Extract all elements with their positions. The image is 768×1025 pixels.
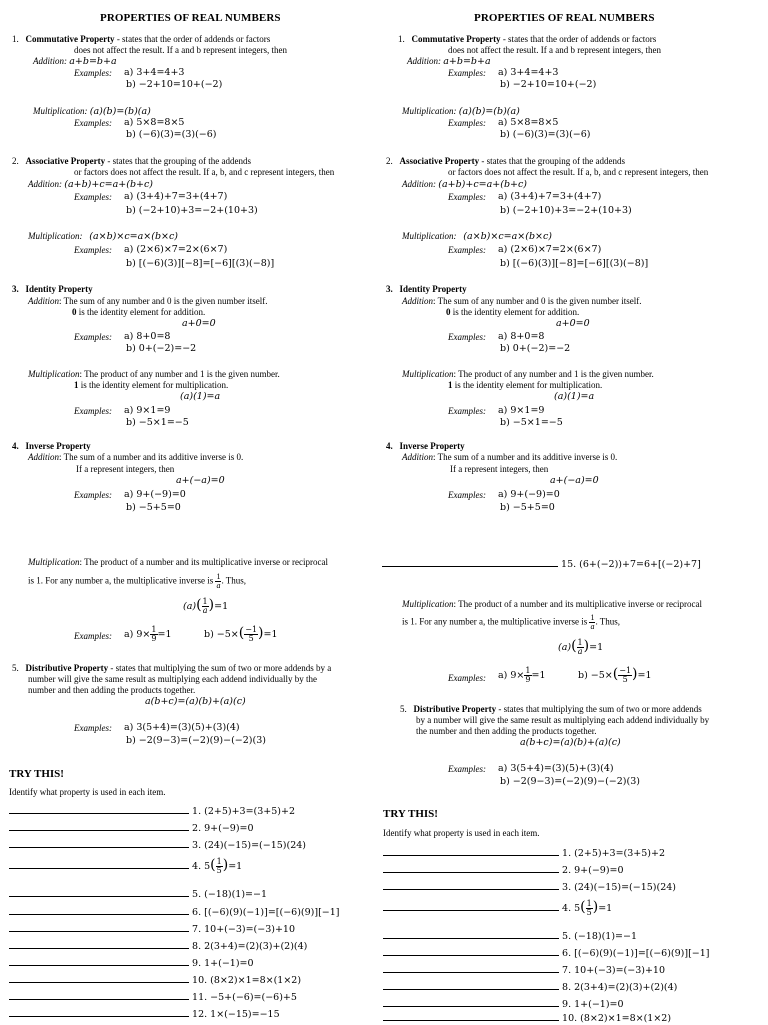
- answer-blank[interactable]: [9, 905, 189, 915]
- answer-blank[interactable]: [9, 1007, 189, 1017]
- distributive-desc: by a number will give the same result as multiplying each addend individually by: [416, 715, 710, 725]
- example-item: a) 8+0=8: [498, 331, 545, 342]
- example-item: b) −2(9−3)=(−2)(9)−(−2)(3): [126, 735, 266, 746]
- example-item: a) (3+4)+7=3+(4+7): [498, 191, 602, 202]
- inverse-multiplication-desc: Multiplication: The product of a number and its multiplicative inverse or reciprocal: [402, 599, 703, 609]
- try-item-row: 9. 1+(−1)=0: [383, 997, 624, 1011]
- example-item: a) 9+(−9)=0: [124, 489, 186, 500]
- commutative-desc: does not affect the result. If a and b represent integers, then: [74, 45, 288, 55]
- example-item: a) (2×6)×7=2×(6×7): [498, 244, 602, 255]
- examples-label: Examples:: [448, 118, 486, 128]
- example-item: a) 9× $\frac{1}{9}$ =1: [498, 666, 546, 684]
- examples-label: Examples:: [74, 192, 112, 202]
- try-item-row: 2. 9+(−9)=0: [383, 863, 624, 877]
- distributive-heading: 5. Distributive Property - states that multiplying the sum of two or more addends: [400, 704, 702, 714]
- commutative-heading: 1. Commutative Property - states that the order of addends or factors: [12, 34, 271, 44]
- examples-label: Examples:: [74, 118, 112, 128]
- identity-multiplication-desc: Multiplication: The product of any number and 1 is the given number.: [28, 369, 280, 379]
- example-item: a) 3(5+4)=(3)(5)+(3)(4): [498, 763, 614, 774]
- example-item: b) (−6)(3)=(3)(−6): [126, 129, 217, 140]
- examples-label: Examples:: [74, 245, 112, 255]
- try-item-row: 1. (2+5)+3=(3+5)+2: [383, 846, 665, 860]
- distributive-desc: number and then adding the products together.: [28, 685, 196, 695]
- commutative-addition: Addition: a+b=b+a: [33, 56, 117, 67]
- identity-addition-desc: Addition: The sum of any number and 0 is the given number itself.: [28, 296, 268, 306]
- try-item-row: 3. (24)(−15)=(−15)(24): [383, 880, 676, 894]
- answer-blank[interactable]: [9, 838, 189, 848]
- example-item: b) (−2+10)+3=−2+(10+3): [500, 205, 632, 216]
- identity-addition-desc2: 0 is the identity element for addition.: [446, 307, 580, 317]
- try-item-row: 1. (2+5)+3=(3+5)+2: [9, 804, 295, 818]
- identity-addition-desc2: 0 is the identity element for addition.: [72, 307, 206, 317]
- answer-blank[interactable]: [9, 887, 189, 897]
- example-item: b) −2(9−3)=(−2)(9)−(−2)(3): [500, 776, 640, 787]
- examples-label: Examples:: [74, 723, 112, 733]
- try-item-row: 6. [(−6)(9)(−1)]=[(−6)(9)][−1]: [383, 946, 709, 960]
- example-item: a) 3+4=4+3: [124, 67, 185, 78]
- try-item-row: 8. 2(3+4)=(2)(3)+(2)(4): [383, 980, 677, 994]
- associative-desc: or factors does not affect the result. If a, b, and c represent integers, then: [448, 167, 709, 177]
- example-item: a) 9×1=9: [498, 405, 545, 416]
- answer-blank[interactable]: [383, 1011, 559, 1021]
- example-item: b) −5×( $\frac{-1}{5}$ )=1: [578, 666, 652, 684]
- answer-blank[interactable]: [383, 880, 559, 890]
- inverse-addition-desc2: If a represent integers, then: [76, 464, 175, 474]
- examples-label: Examples:: [448, 673, 486, 683]
- inverse-heading: 4. Inverse Property: [386, 441, 465, 451]
- answer-blank[interactable]: [9, 939, 189, 949]
- example-item: a) 3(5+4)=(3)(5)+(3)(4): [124, 722, 240, 733]
- identity-heading: 3. Identity Property: [386, 284, 467, 294]
- example-item: b) 0+(−2)=−2: [500, 343, 571, 354]
- examples-label: Examples:: [448, 406, 486, 416]
- page-title: PROPERTIES OF REAL NUMBERS: [474, 12, 655, 24]
- commutative-multiplication: Multiplication: (a)(b)=(b)(a): [33, 106, 151, 117]
- inverse-addition-desc: Addition: The sum of a number and its additive inverse is 0.: [402, 452, 618, 462]
- inverse-multiplication-desc2: is 1. For any number a, the multiplicative inverse is $\frac{1}{a}$ . Thus,: [402, 613, 621, 631]
- answer-blank[interactable]: [9, 804, 189, 814]
- try-item-row: 5. (−18)(1)=−1: [383, 929, 637, 943]
- commutative-addition: Addition: a+b=b+a: [407, 56, 491, 67]
- example-item: b) −5×1=−5: [126, 417, 189, 428]
- examples-label: Examples:: [74, 631, 112, 641]
- answer-blank[interactable]: [9, 990, 189, 1000]
- associative-desc: or factors does not affect the result. If a, b, and c represent integers, then: [74, 167, 335, 177]
- inverse-multiplication-desc2: is 1. For any number a, the multiplicative inverse is $\frac{1}{a}$ . Thus,: [28, 572, 247, 590]
- example-item: b) (−6)(3)=(3)(−6): [500, 129, 591, 140]
- example-item: b) −5×1=−5: [500, 417, 563, 428]
- try-item-row: 3. (24)(−15)=(−15)(24): [9, 838, 306, 852]
- examples-label: Examples:: [448, 245, 486, 255]
- try-item-row: 12. 1×(−15)=−15: [9, 1007, 280, 1021]
- answer-blank[interactable]: [383, 846, 559, 856]
- example-item: a) 5×8=8×5: [498, 117, 559, 128]
- answer-blank[interactable]: [383, 997, 559, 1007]
- answer-blank[interactable]: [9, 821, 189, 831]
- distributive-formula: a(b+c)=(a)(b)+(a)(c): [520, 737, 621, 748]
- try-item-row: 8. 2(3+4)=(2)(3)+(2)(4): [9, 939, 307, 953]
- example-item: a) 5×8=8×5: [124, 117, 185, 128]
- example-item: a) 9× $\frac{1}{9}$ =1: [124, 625, 172, 643]
- identity-multiplication-desc2: 1 is the identity element for multiplication.: [74, 380, 229, 390]
- associative-heading: 2. Associative Property - states that the grouping of the addends: [386, 156, 626, 166]
- example-item: b) 0+(−2)=−2: [126, 343, 197, 354]
- example-item: b) [(−6)(3)][−8]=[−6][(3)(−8)]: [500, 258, 649, 269]
- distributive-heading: 5. Distributive Property - states that multiplying the sum of two or more addends by a: [12, 663, 332, 673]
- inverse-multiplication-formula: (a)( $\frac{1}{a}$ )=1: [558, 638, 604, 656]
- examples-label: Examples:: [74, 406, 112, 416]
- inverse-multiplication-desc: Multiplication: The product of a number and its multiplicative inverse or reciprocal: [28, 557, 329, 567]
- associative-multiplication: Multiplication: (a×b)×c=a×(b×c): [28, 231, 179, 242]
- example-item: b) [(−6)(3)][−8]=[−6][(3)(−8)]: [126, 258, 275, 269]
- example-item: b) −5+5=0: [126, 502, 181, 513]
- examples-label: Examples:: [74, 332, 112, 342]
- example-item: b) (−2+10)+3=−2+(10+3): [126, 205, 258, 216]
- inverse-multiplication-formula: (a)( $\frac{1}{a}$ )=1: [183, 597, 229, 615]
- example-item: b) −2+10=10+(−2): [500, 79, 597, 90]
- try-item-row: 10. (8×2)×1=8×(1×2): [383, 1011, 671, 1025]
- commutative-multiplication: Multiplication: (a)(b)=(b)(a): [402, 106, 520, 117]
- answer-blank[interactable]: [9, 956, 189, 966]
- try-item-row: 9. 1+(−1)=0: [9, 956, 254, 970]
- answer-blank[interactable]: [383, 901, 559, 911]
- associative-addition: Addition: (a+b)+c=a+(b+c): [28, 179, 154, 190]
- answer-blank[interactable]: [383, 929, 559, 939]
- example-item: a) 8+0=8: [124, 331, 171, 342]
- examples-label: Examples:: [74, 490, 112, 500]
- try-item-row: 7. 10+(−3)=(−3)+10: [9, 922, 295, 936]
- examples-label: Examples:: [448, 332, 486, 342]
- identity-multiplication-formula: (a)(1)=a: [180, 391, 221, 402]
- distributive-formula: a(b+c)=(a)(b)+(a)(c): [145, 696, 246, 707]
- answer-blank[interactable]: [383, 863, 559, 873]
- examples-label: Examples:: [448, 490, 486, 500]
- identity-multiplication-desc2: 1 is the identity element for multiplication.: [448, 380, 603, 390]
- try-item-row: 11. −5+(−6)=(−6)+5: [9, 990, 297, 1004]
- inverse-addition-formula: a+(−a)=0: [176, 475, 225, 486]
- answer-blank[interactable]: [9, 922, 189, 932]
- examples-label: Examples:: [74, 68, 112, 78]
- example-item: b) −2+10=10+(−2): [126, 79, 223, 90]
- example-item: a) 3+4=4+3: [498, 67, 559, 78]
- try-this-heading: TRY THIS!: [383, 808, 438, 820]
- try-this-instruction: Identify what property is used in each item.: [9, 787, 166, 797]
- example-item: a) 9+(−9)=0: [498, 489, 560, 500]
- answer-blank[interactable]: [9, 859, 189, 869]
- try-item-row: 5. (−18)(1)=−1: [9, 887, 267, 901]
- identity-addition-desc: Addition: The sum of any number and 0 is the given number itself.: [402, 296, 642, 306]
- inverse-addition-formula: a+(−a)=0: [550, 475, 599, 486]
- inverse-addition-desc: Addition: The sum of a number and its additive inverse is 0.: [28, 452, 244, 462]
- distributive-desc: the number and then adding the products together.: [416, 726, 597, 736]
- example-item: a) (2×6)×7=2×(6×7): [124, 244, 228, 255]
- associative-addition: Addition: (a+b)+c=a+(b+c): [402, 179, 528, 190]
- left-column: [0, 0, 374, 1024]
- identity-heading: 3. Identity Property: [12, 284, 93, 294]
- answer-blank[interactable]: [382, 557, 558, 567]
- try-item-row: 6. [(−6)(9)(−1)]=[(−6)(9)][−1]: [9, 905, 339, 919]
- example-item: a) (3+4)+7=3+(4+7): [124, 191, 228, 202]
- try-item-row: 7. 10+(−3)=(−3)+10: [383, 963, 665, 977]
- commutative-desc: does not affect the result. If a and b represent integers, then: [448, 45, 662, 55]
- distributive-desc: number will give the same result as multiplying each addend individually by the: [28, 674, 317, 684]
- try-item-row: 10. (8×2)×1=8×(1×2): [9, 973, 301, 987]
- identity-addition-formula: a+0=0: [182, 318, 216, 329]
- try-item-row: 15. (6+(−2))+7=6+[(−2)+7]: [382, 557, 701, 571]
- commutative-heading: 1. Commutative Property - states that the order of addends or factors: [398, 34, 657, 44]
- answer-blank[interactable]: [383, 963, 559, 973]
- examples-label: Examples:: [448, 764, 486, 774]
- identity-multiplication-formula: (a)(1)=a: [554, 391, 595, 402]
- try-item-row: 4. 5( $\frac{1}{5}$ )=1: [9, 858, 242, 875]
- inverse-addition-desc2: If a represent integers, then: [450, 464, 549, 474]
- examples-label: Examples:: [448, 68, 486, 78]
- page-title: PROPERTIES OF REAL NUMBERS: [100, 12, 281, 24]
- examples-label: Examples:: [448, 192, 486, 202]
- answer-blank[interactable]: [383, 946, 559, 956]
- try-this-heading: TRY THIS!: [9, 768, 64, 780]
- example-item: b) −5+5=0: [500, 502, 555, 513]
- identity-multiplication-desc: Multiplication: The product of any number and 1 is the given number.: [402, 369, 654, 379]
- try-item-row: 2. 9+(−9)=0: [9, 821, 254, 835]
- example-item: a) 9×1=9: [124, 405, 171, 416]
- right-column: [383, 0, 760, 1024]
- try-item-row: 4. 5( $\frac{1}{5}$ )=1: [383, 900, 612, 917]
- try-this-instruction: Identify what property is used in each item.: [383, 828, 540, 838]
- answer-blank[interactable]: [9, 973, 189, 983]
- example-item: b) −5×( $\frac{-1}{5}$ )=1: [204, 625, 278, 643]
- associative-multiplication: Multiplication: (a×b)×c=a×(b×c): [402, 231, 553, 242]
- identity-addition-formula: a+0=0: [556, 318, 590, 329]
- associative-heading: 2. Associative Property - states that the grouping of the addends: [12, 156, 252, 166]
- inverse-heading: 4. Inverse Property: [12, 441, 91, 451]
- answer-blank[interactable]: [383, 980, 559, 990]
